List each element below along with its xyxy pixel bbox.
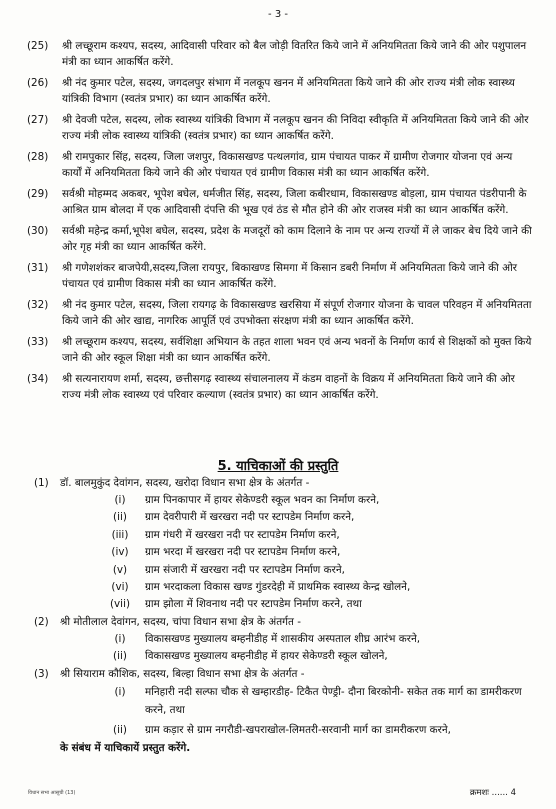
petition-number: (1) — [34, 477, 49, 489]
subitem-number: (i) — [114, 494, 126, 506]
subitem-number: (vi) — [111, 581, 129, 594]
petition-number: (3) — [34, 667, 49, 680]
subitem-text: ग्राम भरदाकला विकास खण्ड गुंडरदेही में प्राथमिक स्वास्थ्य केन्द्र खोलने, — [145, 581, 411, 594]
subitem-text: विकासखण्ड मुख्यालय बम्हनीडीह में हायर सेकेण्डरी स्कूल खोलने, — [145, 650, 388, 663]
petition-subitem — [0, 527, 556, 544]
petition-subitem — [0, 631, 556, 648]
closing-line: के संबंध में याचिकायें प्रस्तुत करेंगे. — [60, 742, 191, 755]
notice-item — [0, 260, 556, 292]
petition-subitem — [0, 579, 556, 596]
subitem-text: ग्राम कड़ार से ग्राम नगरौडी-खपराखोल-लिमतरी-सरवानी मार्ग का डामरीकरण करने, — [145, 723, 451, 736]
notice-item — [0, 297, 556, 329]
page-number: - 3 - — [268, 9, 288, 20]
subitem-number: (ii) — [113, 650, 127, 663]
continued-marker: क्रमशः ...... 4 — [469, 788, 516, 798]
subitem-number: (ii) — [113, 511, 127, 524]
subitem-text: ग्राम भरदा में खरखरा नदी पर स्टापडेम निर्माण करने, — [145, 546, 341, 559]
subitem-text: मनिहारी नदी सल्फा चौक से खम्हारडीह- टिकैत पेण्ड्री- दौना बिरकोनी- सकेत तक मार्ग का डामरीकरण करने, तथा — [145, 685, 522, 716]
petition-subitem — [0, 683, 556, 719]
footer-imprint: विधान सभा आसूची (13) — [28, 790, 76, 796]
petition-subitem — [0, 562, 556, 579]
notice-number: (33) — [27, 336, 49, 348]
petition-subitem — [0, 509, 556, 526]
subitem-number: (i) — [114, 685, 126, 698]
notice-text: सर्वश्री महेन्द्र कर्मा,भूपेश बघेल, सदस्य, प्रदेश के मजदूरों को काम दिलाने के नाम पर अन्य राज्यों में ले जाकर बेच दिये जाने की ओर गृह मंत्री का ध्यान आकर्षित करेंगे. — [62, 225, 532, 254]
notice-item — [0, 149, 556, 181]
subitem-text: ग्राम झोला में शिवनाथ नदी पर स्टापडेम निर्माण करने, तथा — [145, 598, 362, 611]
subitem-number: (v) — [112, 563, 128, 576]
notice-text: श्री नंद कुमार पटेल, सदस्य, जिला रायगढ़ के विकासखण्ड खरसिया में संपूर्ण रोजगार योजना के चावल परिवहन में अनियमितता किये जाने की ओर खाद्य, नागरिक आपूर्ति एवं उपभोक्ता संरक्षण मंत्री का ध्यान आकर्षित करेंगे. — [62, 299, 532, 328]
subitem-text: ग्राम पिनकापार में हायर सेकेण्डरी स्कूल भवन का निर्माण करने, — [145, 494, 380, 506]
notice-text: सर्वश्री मोहम्मद अकबर, भूपेश बघेल, धर्मजीत सिंह, सदस्य, जिला कबीरधाम, विकासखण्ड बोड़ला, ग्राम पंचायत पंडरीपानी के आश्रित ग्राम बोलदा में एक आदिवासी दंपत्ति की भूख एवं ठंड से मौत होने की ओर राजस्व मंत्री का ध्यान आकर्षित करेंगे. — [62, 188, 527, 217]
subitem-text: ग्राम गंधरी में खरखरा नदी पर स्टापडेम निर्माण करने, — [145, 528, 340, 541]
notice-text: श्री लच्छूराम कश्यप, सदस्य, सर्वशिक्षा अभियान के तहत शाला भवन एवं अन्य भवनों के निर्माण कार्य से शिक्षकों को मुक्त किये जाने की ओर स्कूल शिक्षा मंत्री का ध्यान आकर्षित करेंगे. — [62, 336, 532, 365]
petition-head: श्री सियाराम कौशिक, सदस्य, बिल्हा विधान सभा क्षेत्र के अंतर्गत - — [60, 667, 305, 680]
petition-head: डॉ. बालमुकुंद देवांगन, सदस्य, खरोदा विधान सभा क्षेत्र के अंतर्गत - — [60, 477, 310, 489]
notice-item — [0, 334, 556, 366]
notice-item — [0, 186, 556, 218]
notice-text: श्री देवजी पटेल, सदस्य, लोक स्वास्थ्य यांत्रिकी विभाग में नलकूप खनन की निविदा स्वीकृति में अनियमितता किये जाने की ओर राज्य मंत्री लोक स्वास्थ्य यांत्रिकी (स्वतंत्र प्रभार) का ध्यान आकर्षित करेंगे. — [62, 114, 529, 143]
notice-text: श्री रामपुकार सिंह, सदस्य, जिला जशपुर, विकासखण्ड पत्थलगांव, ग्राम पंचायत पाकर में ग्रामीण रोजगार योजना एवं अन्य कार्यों में अनियमितता किये जाने की ओर पंचायत एवं ग्रामीण विकास मंत्री का ध्यान आकर्षित करेंगे. — [62, 151, 513, 180]
subitem-number: (iii) — [111, 528, 129, 541]
petition-item — [0, 614, 556, 666]
section-title: 5. याचिकाओं की प्रस्तुति — [217, 459, 339, 474]
notice-text: श्री नंद कुमार पटेल, सदस्य, जगदलपुर संभाग में नलकूप खनन में अनियमितता किये जाने की ओर राज्य मंत्री लोक स्वास्थ्य यांत्रिकी विभाग (स्वतंत्र प्रभार) का ध्यान आकर्षित करेंगे. — [62, 77, 515, 106]
notice-number: (31) — [27, 262, 49, 274]
petition-subitem — [0, 492, 556, 509]
notice-item — [0, 371, 556, 403]
subitem-number: (ii) — [113, 723, 127, 736]
subitem-text: ग्राम देवरीपारी में खरखरा नदी पर स्टापडेम निर्माण करने, — [145, 511, 355, 524]
subitem-number: (iv) — [111, 546, 129, 559]
notice-list — [0, 38, 556, 408]
subitem-number: (vii) — [109, 598, 131, 611]
notice-number: (32) — [27, 299, 49, 311]
notice-number: (27) — [27, 114, 49, 126]
petition-item — [0, 666, 556, 739]
notice-item — [0, 75, 556, 107]
petition-subitem — [0, 544, 556, 561]
notice-number: (34) — [27, 373, 49, 385]
petition-head: श्री मोतीलाल देवांगन, सदस्य, चांपा विधान सभा क्षेत्र के अंतर्गत - — [60, 615, 301, 628]
notice-item — [0, 223, 556, 255]
petition-subitem — [0, 722, 556, 739]
notice-number: (30) — [27, 225, 49, 237]
notice-number: (28) — [27, 151, 49, 163]
notice-number: (25) — [27, 40, 49, 52]
subitem-number: (i) — [114, 632, 126, 645]
notice-number: (29) — [27, 188, 49, 200]
notice-text: श्री सत्यनारायण शर्मा, सदस्य, छत्तीसगढ़ स्वास्थ्य संचालनालय में कंडम वाहनों के विक्रय में अनियमितता किये जाने की ओर राज्य मंत्री लोक स्वास्थ्य एवं परिवार कल्याण (स्वतंत्र प्रभार) का ध्यान आकर्षित करेंगे. — [62, 373, 515, 402]
notice-text: श्री गणेशशंकर बाजपेयी,सदस्य,जिला रायपुर, बिकाखण्ड सिमगा में किसान डबरी निर्माण में अनियमितता किये जाने की ओर पंचायत एवं ग्रामीण विकास मंत्री का ध्यान आकर्षित करेंगे. — [62, 262, 517, 291]
petition-number: (2) — [34, 615, 49, 628]
petition-list — [0, 475, 556, 757]
subitem-text: विकासखण्ड मुख्यालय बम्हनीडीह में शासकीय अस्पताल शीघ्र आरंभ करने, — [145, 632, 421, 645]
notice-item — [0, 38, 556, 70]
notice-number: (26) — [27, 77, 49, 89]
petition-item — [0, 475, 556, 614]
subitem-text: ग्राम संजारी में खरखरा नदी पर स्टापडेम निर्माण करने, — [145, 563, 345, 576]
notice-item — [0, 112, 556, 144]
petition-subitem — [0, 596, 556, 613]
notice-text: श्री लच्छूराम कश्यप, सदस्य, आदिवासी परिवार को बैल जोड़ी वितरित किये जाने में अनियमितता किये जाने की ओर पशुपालन मंत्री का ध्यान आकर्षित करेंगे. — [62, 40, 527, 69]
petition-subitem — [0, 648, 556, 665]
